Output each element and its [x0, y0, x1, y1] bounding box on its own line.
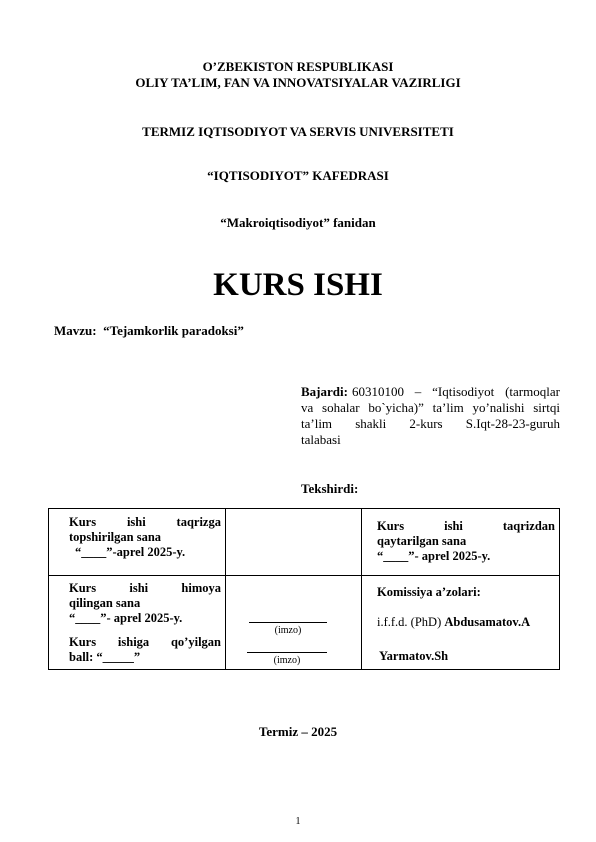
university-heading: TERMIZ IQTISODIYOT VA SERVIS UNIVERSITETI: [142, 124, 454, 139]
department-heading: “IQTISODIYOT” KAFEDRASI: [207, 168, 389, 183]
author-line: [301, 432, 560, 448]
author-word: yo’nalishi: [472, 400, 525, 415]
page-number: 1: [295, 816, 301, 827]
author-word: va: [301, 400, 314, 415]
cell-word: Kurs: [69, 581, 97, 595]
cell-word: Kurs: [69, 515, 97, 529]
topic-label: Mavzu:: [54, 323, 97, 338]
author-word: bo`yicha)”: [368, 400, 424, 415]
author-line: [301, 384, 560, 400]
document-title: KURS ISHI: [213, 267, 383, 303]
topic-line: [54, 323, 244, 339]
commission-label: Komissiya a’zolari:: [377, 585, 481, 599]
signature-caption: (imzo): [273, 655, 301, 666]
review-table: [48, 508, 560, 670]
table-divider: [49, 575, 559, 576]
author-word: S.Iqt-28-23-guruh: [465, 416, 560, 431]
cell-text: “____”- aprel 2025-y.: [69, 611, 183, 625]
author-word: sohalar: [322, 400, 360, 415]
signature-field-1: [249, 622, 327, 636]
author-line: [301, 400, 560, 416]
subject-heading: “Makroiqtisodiyot” fanidan: [220, 215, 376, 230]
cell-word: ishi: [126, 515, 146, 529]
cell-word: ishi: [129, 581, 149, 595]
defended-date-cell: [69, 581, 221, 626]
author-word: 2-kurs: [409, 416, 443, 431]
signature-caption: (imzo): [274, 625, 302, 636]
cell-text: topshirilgan sana: [69, 530, 162, 544]
cell-word: ishiga: [117, 635, 150, 649]
table-divider: [361, 509, 362, 669]
author-word: –: [414, 384, 422, 399]
author-word: 60310100: [351, 384, 404, 399]
cell-word: himoya: [181, 581, 221, 595]
author-line: [301, 416, 560, 432]
member-degree: i.f.f.d. (PhD): [377, 615, 442, 629]
cell-text: “____”-aprel 2025-y.: [75, 545, 186, 559]
author-word: shakli: [355, 416, 387, 431]
cell-word: ishi: [444, 519, 463, 533]
cell-word: taqrizdan: [502, 519, 555, 533]
author-word: sirtqi: [533, 400, 560, 415]
cell-word: Kurs: [69, 635, 97, 649]
grade-cell: [69, 635, 221, 665]
submitted-date-cell: [69, 515, 221, 560]
author-word: (tarmoqlar: [505, 384, 560, 399]
author-word: talabasi: [301, 432, 341, 447]
topic-value: “Tejamkorlik paradoksi”: [103, 323, 244, 338]
ministry-heading: OLIY TA’LIM, FAN VA INNOVATSIYALAR VAZIRLIGI: [135, 75, 461, 90]
cell-text: qilingan sana: [69, 596, 141, 610]
author-word: “Iqtisodiyot: [432, 384, 495, 399]
cell-text: “____”- aprel 2025-y.: [377, 549, 491, 563]
member-name: Abdusamatov.A: [444, 615, 531, 629]
author-word: ta’lim: [301, 416, 333, 431]
cell-word: taqrizga: [176, 515, 221, 529]
signature-field-2: [247, 652, 327, 666]
cell-word: qo’yilgan: [170, 635, 221, 649]
author-word: ta’lim: [432, 400, 464, 415]
place-year: Termiz – 2025: [258, 724, 338, 739]
commission-member-1: [377, 615, 559, 630]
author-label: Bajardi:: [301, 384, 348, 399]
checked-label: Tekshirdi:: [301, 481, 359, 496]
table-divider: [225, 509, 226, 669]
returned-date-cell: [377, 519, 555, 564]
author-block: [301, 384, 560, 448]
cell-text: qaytarilgan sana: [377, 534, 467, 548]
republic-heading: O’ZBEKISTON RESPUBLIKASI: [202, 59, 394, 74]
cell-word: Kurs: [377, 519, 405, 533]
commission-member-2: Yarmatov.Sh: [379, 649, 449, 663]
cell-text: ball: “_____”: [69, 650, 141, 664]
